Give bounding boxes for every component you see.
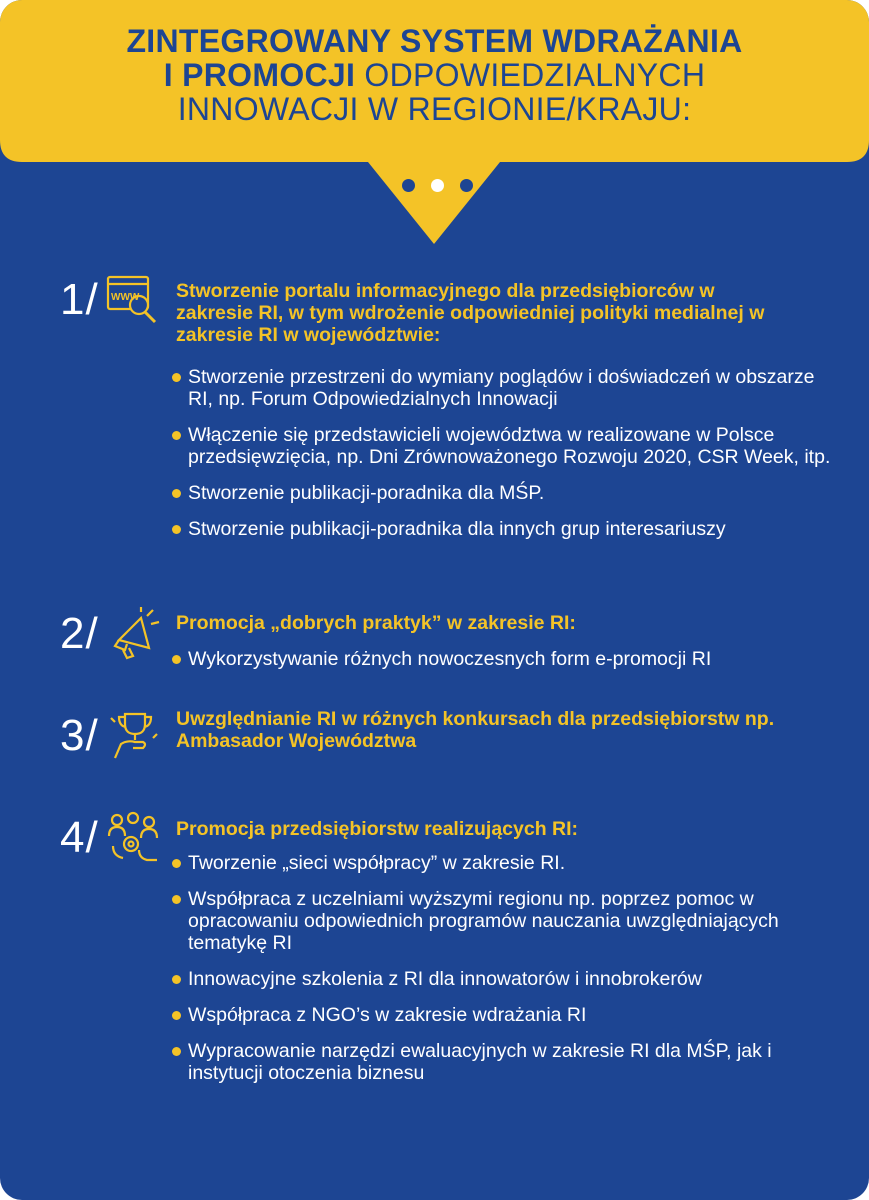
section-number: 2/ (60, 609, 99, 658)
list-item: Innowacyjne szkolenia z RI dla innowatorów i innobrokerów (172, 968, 832, 990)
list-item: Tworzenie „sieci współpracy” w zakresie RI. (172, 852, 832, 874)
bullet-list (172, 648, 832, 684)
megaphone-icon (105, 606, 161, 662)
bullet-list (172, 366, 832, 554)
section-number: 1/ (60, 275, 99, 324)
list-item: Współpraca z NGO’s w zakresie wdrażania RI (172, 1004, 832, 1026)
section-number: 3/ (60, 711, 99, 760)
section-heading: Promocja „dobrych praktyk” w zakresie RI: (176, 612, 576, 634)
title-line-2-bold: I PROMOCJI (163, 57, 356, 93)
dot-icon (431, 179, 444, 192)
dot-icon (402, 179, 415, 192)
bullet-list (172, 852, 832, 1098)
section-heading: Stworzenie portalu informacyjnego dla przedsiębiorców w zakresie RI, w tym wdrożenie odpowiedniej polityki medialnej w zakresie RI w województwie: (176, 280, 765, 346)
pager-dots (402, 179, 482, 193)
page-title (0, 24, 869, 126)
trophy-hand-icon (105, 708, 161, 764)
list-item: Współpraca z uczelniami wyższymi regionu np. poprzez pomoc w opracowaniu odpowiednich programów nauczania uwzględniających tematykę RI (172, 888, 832, 954)
list-item: Wykorzystywanie różnych nowoczesnych form e-promocji RI (172, 648, 832, 670)
section-heading: Promocja przedsiębiorstw realizujących RI: (176, 818, 579, 840)
www-search-icon (105, 272, 161, 328)
people-network-icon (105, 810, 161, 866)
dot-icon (460, 179, 473, 192)
list-item: Stworzenie przestrzeni do wymiany poglądów i doświadczeń w obszarze RI, np. Forum Odpowiedzialnych Innowacji (172, 366, 832, 410)
title-line-3: INNOWACJI W REGIONIE/KRAJU: (177, 91, 692, 127)
title-line-1: ZINTEGROWANY SYSTEM WDRAŻANIA (126, 23, 743, 59)
section-heading: Uwzględnianie RI w różnych konkursach dla przedsiębiorstw np. Ambasador Województwa (176, 708, 775, 752)
svg-text:WWW: WWW (111, 292, 140, 303)
list-item: Włączenie się przedstawicieli województwa w realizowane w Polsce przedsięwzięcia, np. Dni Zrównoważonego Rozwoju 2020, CSR Week, itp. (172, 424, 832, 468)
list-item: Stworzenie publikacji-poradnika dla MŚP. (172, 482, 832, 504)
list-item: Wypracowanie narzędzi ewaluacyjnych w zakresie RI dla MŚP, jak i instytucji otoczenia biznesu (172, 1040, 832, 1084)
list-item: Stworzenie publikacji-poradnika dla innych grup interesariuszy (172, 518, 832, 540)
section-number: 4/ (60, 813, 99, 862)
title-line-2-thin: ODPOWIEDZIALNYCH (364, 57, 706, 93)
